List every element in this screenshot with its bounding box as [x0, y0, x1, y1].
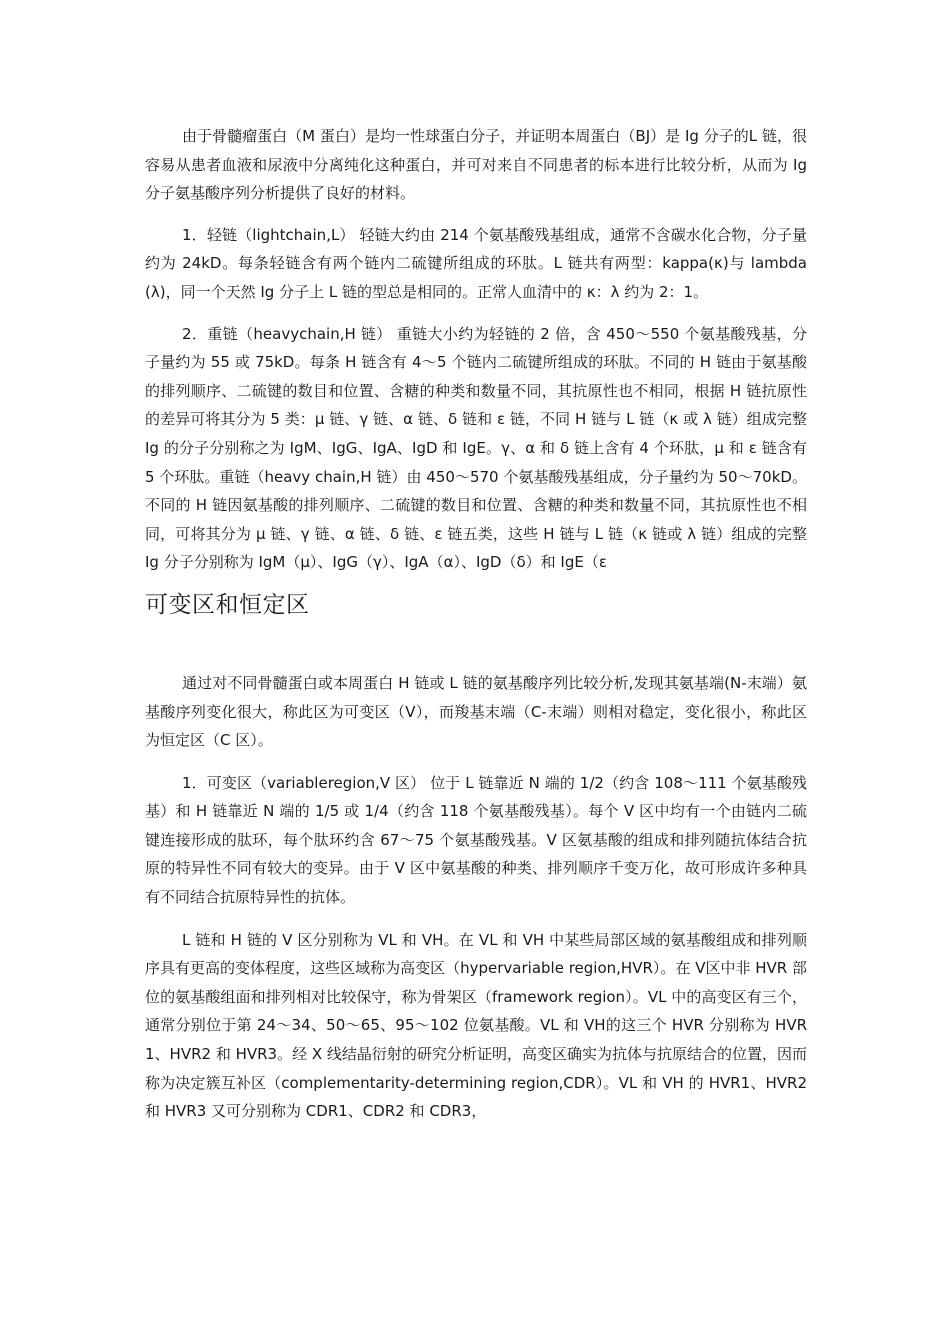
paragraph-light-chain: 1．轻链（lightchain,L） 轻链大约由 214 个氨基酸残基组成，通常不含碳水化合物，分子量约为 24kD。每条轻链含有两个链内二硫键所组成的环肽。L 链共有两型：kappa(κ)与 lambda(λ)，同一个天然 Ig 分子上 L 链的型总是相同的。正常人血清中的 κ：λ 约为 2：1。 — [145, 225, 807, 301]
paragraph-myeloma-protein: 由于骨髓瘤蛋白（M 蛋白）是均一性球蛋白分子，并证明本周蛋白（BJ）是 Ig 分子的L 链，很容易从患者血液和尿液中分离纯化这种蛋白，并可对来自不同患者的标本进行比较分析，从而为 Ig 分子氨基酸序列分析提供了良好的材料。 — [145, 127, 807, 203]
paragraph-heavy-chain: 2．重链（heavychain,H 链） 重链大小约为轻链的 2 倍，含 450～550 个氨基酸残基，分子量约为 55 或 75kD。每条 H 链含有 4～5 个链内二硫键所组成的环肽。不同的 H 链由于氨基酸的排列顺序、二硫键的数目和位置、含糖的种类和数量不同，其抗原性也不相同，根据 H 链抗原性的差异可将其分为 5 类：μ 链、γ 链、α 链、δ 链和 ε 链，不同 H 链与 L 链（κ 或 λ 链）组成完整 Ig 的分子分别称之为 IgM、IgG、IgA、IgD 和 IgE。γ、α 和 δ 链上含有 4 个环肽，μ 和 ε 链含有 5 个环肽。重链（heavy chain,H 链）由 450～570 个氨基酸残基组成，分子量约为 50～70kD。不同的 H 链因氨基酸的排列顺序、二硫键的数目和位置、含糖的种类和数量不同，其抗原性也不相同，可将其分为 μ 链、γ 链、α 链、δ 链、ε 链五类，这些 H 链与 L 链（κ 链或 λ 链）组成的完整 Ig 分子分别称为 IgM（μ）、IgG（γ）、IgA（α）、IgD（δ）和 IgE（ε — [145, 324, 807, 572]
section-heading-variable-constant-region: 可变区和恒定区 — [145, 591, 310, 618]
paragraph-variable-region: 1．可变区（variableregion,V 区） 位于 L 链靠近 N 端的 1/2（约含 108～111 个氨基酸残基）和 H 链靠近 N 端的 1/5 或 1/4（约含 118 个氨基酸残基）。每个 V 区中均有一个由链内二硫键连接形成的肽环，每个肽环约含 67～75 个氨基酸残基。V 区氨基酸的组成和排列随抗体结合抗原的特异性不同有较大的变异。由于 V 区中氨基酸的种类、排列顺序千变万化，故可形成许多种具有不同结合抗原特异性的抗体。 — [145, 773, 807, 907]
paragraph-amino-acid-comparison: 通过对不同骨髓蛋白或本周蛋白 H 链或 L 链的氨基酸序列比较分析,发现其氨基端(N-末端）氨基酸序列变化很大，称此区为可变区（V），而羧基末端（C-末端）则相对稳定，变化很小，称此区为恒定区（C 区）。 — [145, 673, 807, 750]
document-body — [145, 122, 807, 1126]
paragraph-hypervariable-region: L 链和 H 链的 V 区分别称为 VL 和 VH。在 VL 和 VH 中某些局部区域的氨基酸组成和排列顺序具有更高的变体程度，这些区域称为高变区（hypervariable region,HVR）。在 V区中非 HVR 部位的氨基酸组面和排列相对比较保守，称为骨架区（framework region）。VL 中的高变区有三个，通常分别位于第 24～34、50～65、95～102 位氨基酸。VL 和 VH的这三个 HVR 分别称为 HVR1、HVR2 和 HVR3。经 X 线结晶衍射的研究分析证明，高变区确实为抗体与抗原结合的位置，因而称为决定簇互补区（complementarity-determining region,CDR）。VL 和 VH 的 HVR1、HVR2 和 HVR3 又可分别称为 CDR1、CDR2 和 CDR3， — [145, 930, 807, 1121]
